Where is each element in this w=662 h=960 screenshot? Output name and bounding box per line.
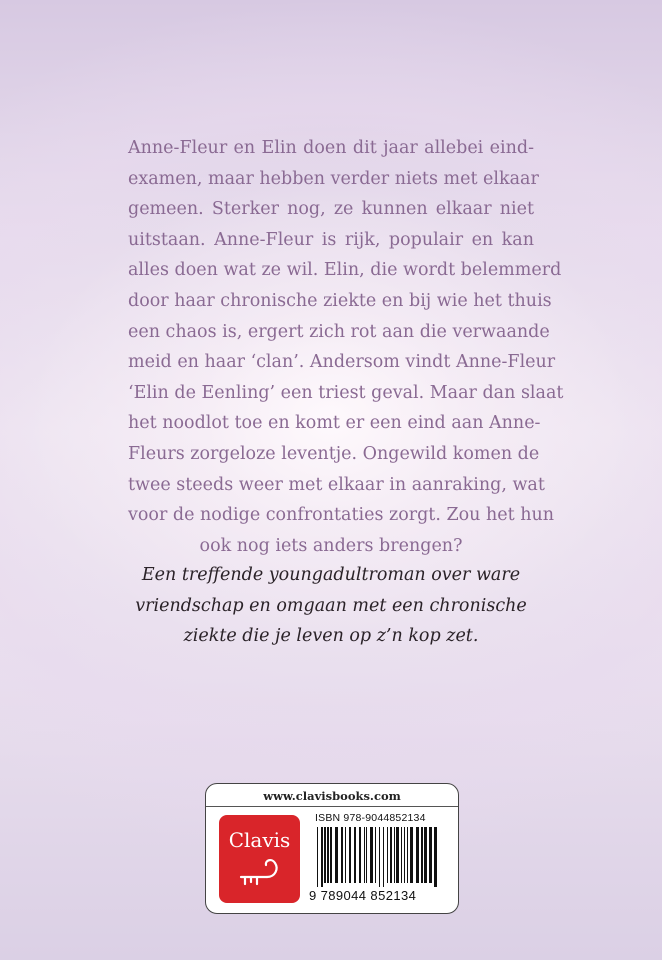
barcode-bar (364, 827, 365, 883)
barcode-bar (366, 827, 367, 883)
publisher-info-box (205, 783, 459, 914)
blurb-line: Anne-Fleur en Elin doen dit jaar allebei eind- (128, 138, 534, 158)
barcode-bar (383, 827, 384, 887)
tagline (128, 560, 534, 652)
logo-text: Clavis (228, 828, 291, 852)
barcode-bar (387, 827, 388, 883)
barcode-bar (424, 827, 427, 883)
isbn-label: ISBN 978-9044852134 (315, 812, 426, 824)
barcode-bar (335, 827, 338, 883)
barcode-bar (410, 827, 413, 883)
blurb-line: ook nog iets anders brengen? (199, 535, 463, 556)
blurb-line: voor de nodige confrontaties zorgt. Zou het hun (128, 505, 555, 526)
blurb-line: het noodlot toe en komt er een eind aan Anne- (128, 413, 541, 434)
barcode-bar (375, 827, 376, 883)
blurb-line: examen, maar hebben verder niets met elkaar (128, 168, 539, 189)
divider (206, 806, 458, 807)
barcode-bar (349, 827, 351, 883)
blurb-line: twee steeds weer met elkaar in aanraking, wat (128, 474, 545, 495)
blurb-line: meid en haar ‘clan’. Andersom vindt Anne-Fleur (128, 352, 556, 373)
barcode-digits: 9 789044 852134 (309, 888, 417, 903)
barcode (315, 827, 451, 887)
barcode-bar (327, 827, 329, 883)
barcode-bar (421, 827, 423, 883)
barcode-bar (321, 827, 323, 887)
barcode-bar (416, 827, 419, 883)
barcode-bar (341, 827, 343, 883)
barcode-bar (379, 827, 380, 887)
blurb-line: ‘Elin de Eenling’ een triest geval. Maar dan slaat (128, 382, 564, 403)
barcode-bar (429, 827, 432, 883)
blurb-line: een chaos is, ergert zich rot aan die verwaande (128, 321, 550, 342)
blurb-line: Fleurs zorgeloze leventje. Ongewild komen de (128, 443, 540, 464)
publisher-url: www.clavisbooks.com (263, 789, 401, 803)
barcode-bar (354, 827, 356, 883)
key-icon (219, 853, 300, 893)
clavis-logo (219, 815, 300, 903)
tagline-line: ziekte die je leven op z’n kop zet. (183, 626, 479, 646)
blurb-text (128, 133, 564, 561)
barcode-bar (324, 827, 326, 883)
barcode-bar (394, 827, 395, 883)
blurb-line: uitstaan. Anne-Fleur is rijk, populair en kan (128, 229, 534, 250)
tagline-line: vriendschap en omgaan met een chronische (135, 595, 527, 616)
barcode-bar (434, 827, 437, 887)
barcode-bar (401, 827, 402, 883)
barcode-bar (330, 827, 332, 883)
barcode-bar (396, 827, 399, 883)
blurb-line: alles doen wat ze wil. Elin, die wordt belemmerd (128, 260, 562, 281)
tagline-line: Een treffende youngadultroman over ware (141, 565, 521, 585)
barcode-bar (404, 827, 405, 883)
blurb-line: door haar chronische ziekte en bij wie het thuis (128, 290, 552, 311)
barcode-bar (407, 827, 408, 883)
barcode-bar (359, 827, 361, 883)
barcode-bar (390, 827, 392, 883)
barcode-bar (370, 827, 373, 883)
barcode-bar (317, 827, 318, 887)
blurb-line: gemeen. Sterker nog, ze kunnen elkaar niet (128, 199, 534, 220)
barcode-bar (345, 827, 346, 883)
